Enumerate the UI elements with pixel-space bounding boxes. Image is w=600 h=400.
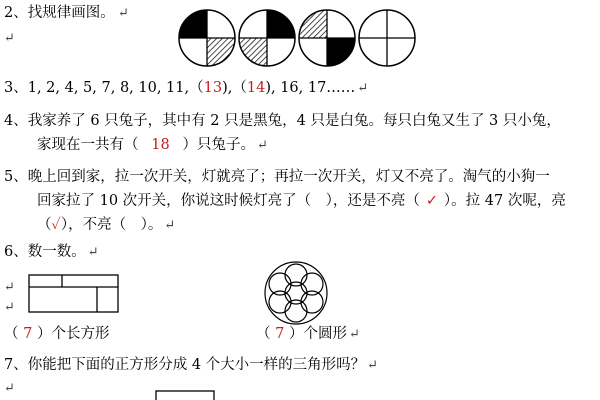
paragraph-mark: ↵ bbox=[118, 6, 129, 21]
q4-line-1: 4、我家养了 6 只兔子，其中有 2 只是黑兔，4 只是白兔。每只白兔又生了 3 只小兔， bbox=[4, 113, 561, 129]
q6-rectangle-answer: （ 7 ）个长方形 bbox=[4, 326, 110, 342]
q4-answer: 18 bbox=[151, 137, 170, 153]
q3-line: 3、1, 2, 4, 5, 7, 8, 10, 11,（13),（14), 16, 17…… ↵ bbox=[4, 80, 369, 96]
q6-rectangle-count: 7 bbox=[23, 326, 33, 342]
q7-text: 7、你能把下面的正方形分成 4 个大小一样的三角形吗？ ↵ bbox=[4, 357, 379, 373]
q5-line-3: （✓），不亮（ ）。 ↵ bbox=[37, 217, 176, 233]
q6-title: 6、数一数。 ↵ bbox=[4, 244, 99, 260]
q5-line-1: 5、晚上回到家，拉一次开关，灯就亮了；再拉一次开关，灯又不亮了。淘气的小狗一 bbox=[4, 169, 550, 185]
q6-circle-count: 7 bbox=[275, 326, 285, 342]
q5-check-2: ✓ bbox=[51, 217, 61, 233]
paragraph-mark: ↵ bbox=[4, 280, 15, 295]
paragraph-mark: ↵ bbox=[4, 31, 15, 46]
q6-circle-answer: （ 7 ）个圆形 ↵ bbox=[256, 326, 360, 342]
q3-answer-1: 13 bbox=[203, 80, 223, 96]
q5-line-2: 回家拉了 10 次开关，你说这时候灯亮了（ ），还是不亮（ ✓ ）。拉 47 次呢，亮 bbox=[37, 193, 566, 209]
q5-check-1: ✓ bbox=[425, 193, 438, 209]
paragraph-mark: ↵ bbox=[4, 381, 15, 396]
q2-text: 2、找规律画图。 bbox=[4, 5, 115, 21]
q4-line-2: 家现在一共有（ 18 ）只兔子。 ↵ bbox=[37, 137, 268, 153]
q3-answer-2: 14 bbox=[246, 80, 266, 96]
paragraph-mark: ↵ bbox=[4, 300, 15, 315]
